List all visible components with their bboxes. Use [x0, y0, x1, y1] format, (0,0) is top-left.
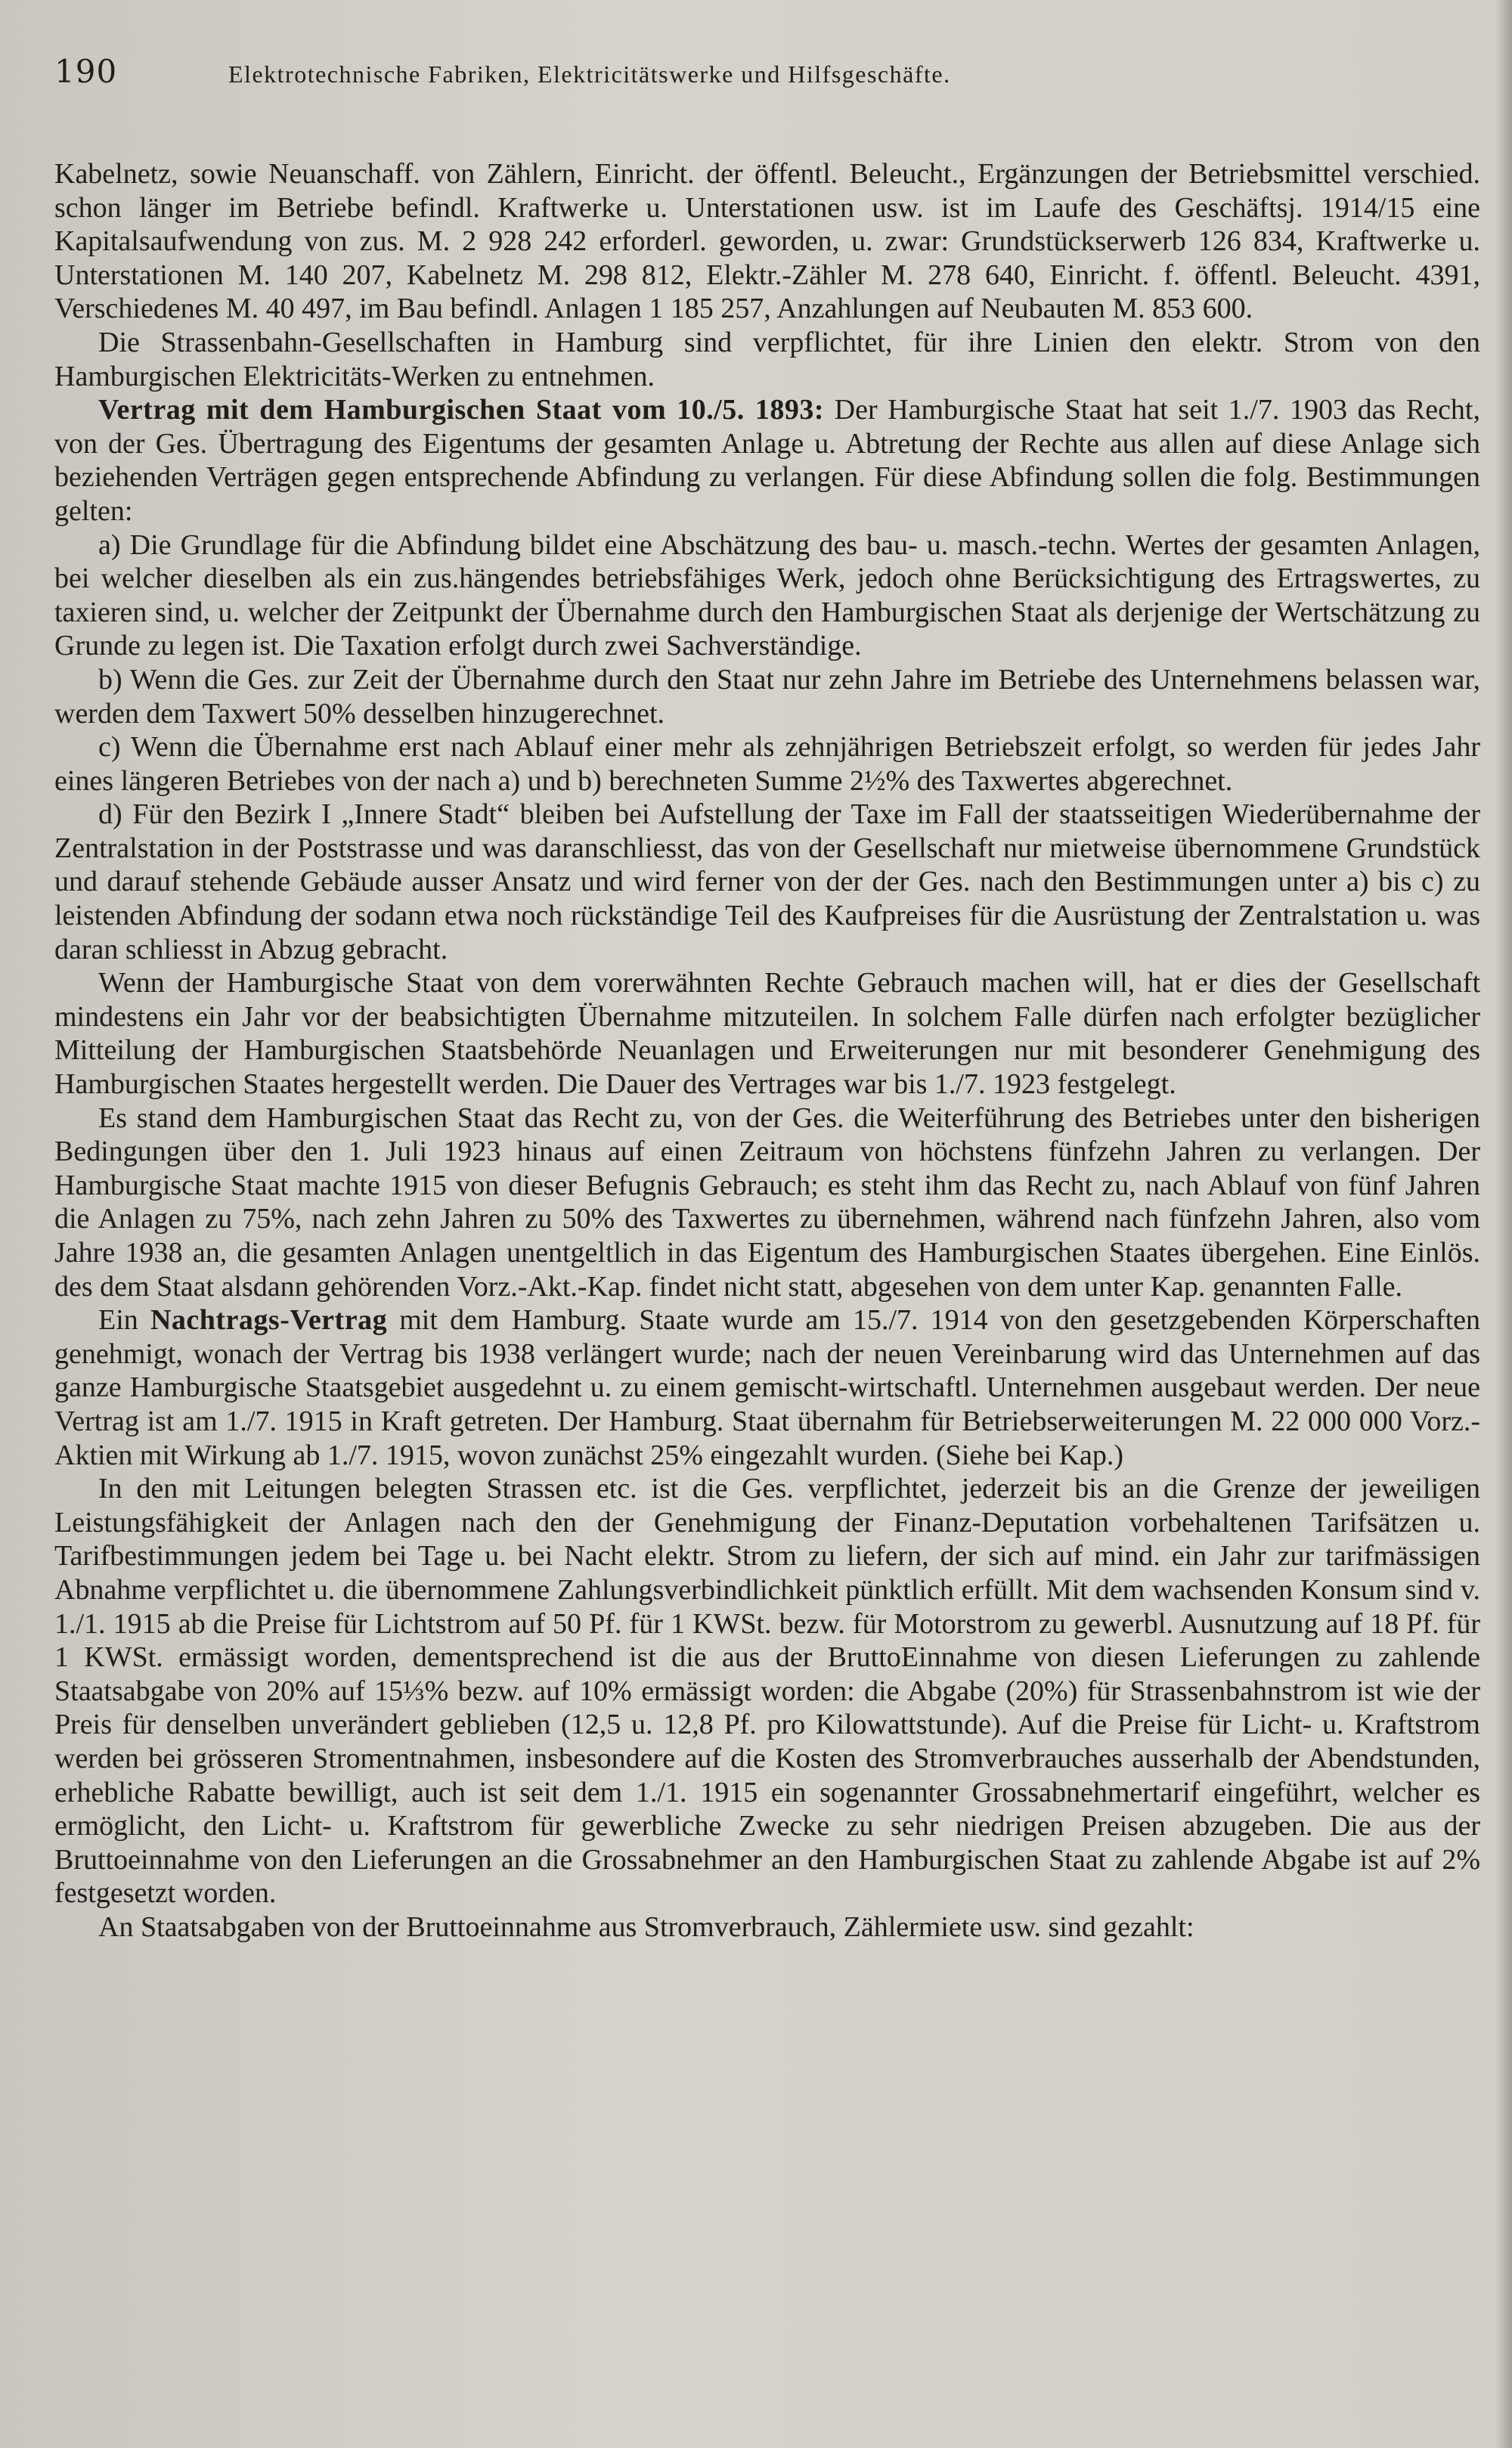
paragraph: [54, 1303, 1480, 1472]
text-segment: Die Strassenbahn-Gesellschaften in Hamburg sind verpflichtet, für ihre Linien den elektr. Strom von den Hamburgischen Elektricitäts-Werken zu entnehmen.: [54, 326, 1480, 392]
paragraph: [54, 1102, 1480, 1304]
paragraph: [54, 966, 1480, 1101]
paragraph: [54, 393, 1480, 528]
paragraph: [54, 1472, 1480, 1910]
paragraph: [54, 798, 1480, 966]
paragraph: [54, 663, 1480, 730]
text-segment: Der Hamburgische Staat hat seit 1./7. 1903 das Recht, von der Ges. Übertragung des Eigentums der gesamten Anlage u. Abtretung der Rechte aus allen auf diese Anlage sich beziehenden Verträgen gegen entsprechende Abfindung zu verlangen. Für diese Abfindung sollen die folg. Bestimmungen gelten:: [54, 394, 1480, 527]
text-segment: Wenn der Hamburgische Staat von dem vorerwähnten Rechte Gebrauch machen will, hat er dies der Gesellschaft mindestens ein Jahr vor der beabsichtigten Übernahme mitzuteilen. In solchem Falle dürfen nach erfolgter bezüglicher Mitteilung der Hamburgischen Staatsbehörde Neuanlagen und Erweiterungen nur mit besonderer Genehmigung des Hamburgischen Staates hergestellt werden. Die Dauer des Vertrages war bis 1./7. 1923 festgelegt.: [54, 967, 1480, 1101]
paragraph: [54, 1910, 1480, 1944]
bold-heading: Vertrag mit dem Hamburgischen Staat vom 10./5. 1893:: [98, 394, 825, 426]
text-segment: c) Wenn die Übernahme erst nach Ablauf einer mehr als zehnjährigen Betriebszeit erfolgt, so werden für jedes Jahr eines längeren Betriebes von der nach a) und b) berechneten Summe 2½% des Taxwertes abgerechnet.: [54, 731, 1480, 797]
page-number: 190: [54, 53, 118, 90]
paragraph: [54, 730, 1480, 798]
page-edge-shadow: [1495, 0, 1512, 2448]
text-segment: a) Die Grundlage für die Abfindung bildet eine Abschätzung des bau- u. masch.-techn. Wertes der gesamten Anlagen, bei welcher dieselben als ein zus.hängendes betriebsfähiges Werk, jedoch ohne Berücksichtigung des Ertragswertes, zu taxieren sind, u. welcher der Zeitpunkt der Übernahme durch den Hamburgischen Staat als derjenige der Wertschätzung zu Grunde zu legen ist. Die Taxation erfolgt durch zwei Sachverständige.: [54, 528, 1480, 662]
text-segment: Ein: [98, 1304, 150, 1337]
running-title: Elektrotechnische Fabriken, Elektricitätswerke und Hilfsgeschäfte.: [228, 60, 951, 88]
paragraph: [54, 528, 1480, 663]
text-segment: d) Für den Bezirk I „Innere Stadt“ bleiben bei Aufstellung der Taxe im Fall der staatsseitigen Wiederübernahme der Zentralstation in der Poststrasse und was daranschliesst, das von der Gesellschaft nur mietweise übernommene Grundstück und darauf stehende Gebäude ausser Ansatz und wird ferner von der der Ges. nach den Bestimmungen unter a) bis c) zu leistenden Abfindung der sodann etwa noch rückständige Teil des Kaufpreises für die Ausrüstung der Zentralstation u. was daran schliesst in Abzug gebracht.: [54, 798, 1480, 965]
text-segment: mit dem Hamburg. Staate wurde am 15./7. 1914 von den gesetzgebenden Körperschaften genehmigt, wonach der Vertrag bis 1938 verlängert wurde; nach der neuen Vereinbarung wird das Unternehmen auf das ganze Hamburgische Staatsgebiet ausgedehnt u. zu einem gemischt-wirtschaftl. Unternehmen ausgebaut werden. Der neue Vertrag ist am 1./7. 1915 in Kraft getreten. Der Hamburg. Staat übernahm für Betriebserweiterungen M. 22 000 000 Vorz.-Aktien mit Wirkung ab 1./7. 1915, wovon zunächst 25% eingezahlt wurden. (Siehe bei Kap.): [54, 1304, 1480, 1471]
page-header: [54, 53, 1482, 98]
paragraph: [54, 157, 1480, 326]
text-segment: Kabelnetz, sowie Neuanschaff. von Zählern, Einricht. der öffentl. Beleucht., Ergänzungen der Betriebsmittel verschied. schon länger im Betriebe befindl. Kraftwerke u. Unterstationen usw. ist im Laufe des Geschäftsj. 1914/15 eine Kapitalsaufwendung von zus. M. 2 928 242 erforderl. geworden, u. zwar: Grundstückserwerb 126 834, Kraftwerke u. Unterstationen M. 140 207, Kabelnetz M. 298 812, Elektr.-Zähler M. 278 640, Einricht. f. öffentl. Beleucht. 4391, Verschiedenes M. 40 497, im Bau befindl. Anlagen 1 185 257, Anzahlungen auf Neubauten M. 853 600.: [54, 158, 1480, 325]
text-segment: In den mit Leitungen belegten Strassen etc. ist die Ges. verpflichtet, jederzeit bis an die Grenze der jeweiligen Leistungsfähigkeit der Anlagen nach den der Genehmigung der Finanz-Deputation vorbehaltenen Tarifsätzen u. Tarifbestimmungen jedem bei Tage u. bei Nacht elektr. Strom zu liefern, der sich auf mind. ein Jahr zur tarifmässigen Abnahme verpflichtet u. die übernommene Zahlungsverbindlichkeit pünktlich erfüllt. Mit dem wachsenden Konsum sind v. 1./1. 1915 ab die Preise für Lichtstrom auf 50 Pf. für 1 KWSt. bezw. für Motorstrom zu gewerbl. Ausnutzung auf 18 Pf. für 1 KWSt. ermässigt worden, dementsprechend ist die aus der BruttoEinnahme von diesen Lieferungen zu zahlende Staatsabgabe von 20% auf 15⅓% bezw. auf 10% ermässigt worden: die Abgabe (20%) für Strassenbahnstrom ist wie der Preis für denselben unverändert geblieben (12,5 u. 12,8 Pf. pro Kilowattstunde). Auf die Preise für Licht- u. Kraftstrom werden bei grösseren Stromentnahmen, insbesondere auf die Kosten des Stromverbrauches ausserhalb der Abendstunden, erhebliche Rabatte bewilligt, auch ist seit dem 1./1. 1915 ein sogenannter Grossabnehmertarif eingeführt, welcher es ermöglicht, den Licht- u. Kraftstrom für gewerbliche Zwecke zu sehr niedrigen Preisen abzugeben. Die aus der Bruttoeinnahme von den Lieferungen an die Grossabnehmer an den Hamburgischen Staat zu zahlende Abgabe ist auf 2% festgesetzt worden.: [54, 1473, 1480, 1910]
text-segment: An Staatsabgaben von der Bruttoeinnahme aus Stromverbrauch, Zählermiete usw. sind gezahlt:: [98, 1910, 1194, 1943]
paragraph: [54, 326, 1480, 393]
bold-heading: Nachtrags-Vertrag: [150, 1304, 388, 1337]
text-segment: b) Wenn die Ges. zur Zeit der Übernahme durch den Staat nur zehn Jahre im Betriebe des Unternehmens belassen war, werden dem Taxwert 50% desselben hinzugerechnet.: [54, 663, 1480, 730]
text-segment: Es stand dem Hamburgischen Staat das Recht zu, von der Ges. die Weiterführung des Betriebes unter den bisherigen Bedingungen über den 1. Juli 1923 hinaus auf einen Zeitraum von höchstens fünfzehn Jahren zu verlangen. Der Hamburgische Staat machte 1915 von dieser Befugnis Gebrauch; es steht ihm das Recht zu, nach Ablauf von fünf Jahren die Anlagen zu 75%, nach zehn Jahren zu 50% des Taxwertes zu übernehmen, während nach fünfzehn Jahren, also vom Jahre 1938 an, die gesamten Anlagen unentgeltlich in das Eigentum des Hamburgischen Staates übergehen. Eine Einlös. des dem Staat alsdann gehörenden Vorz.-Akt.-Kap. findet nicht statt, abgesehen von dem unter Kap. genannten Falle.: [54, 1102, 1480, 1303]
body-text: [54, 157, 1480, 1944]
